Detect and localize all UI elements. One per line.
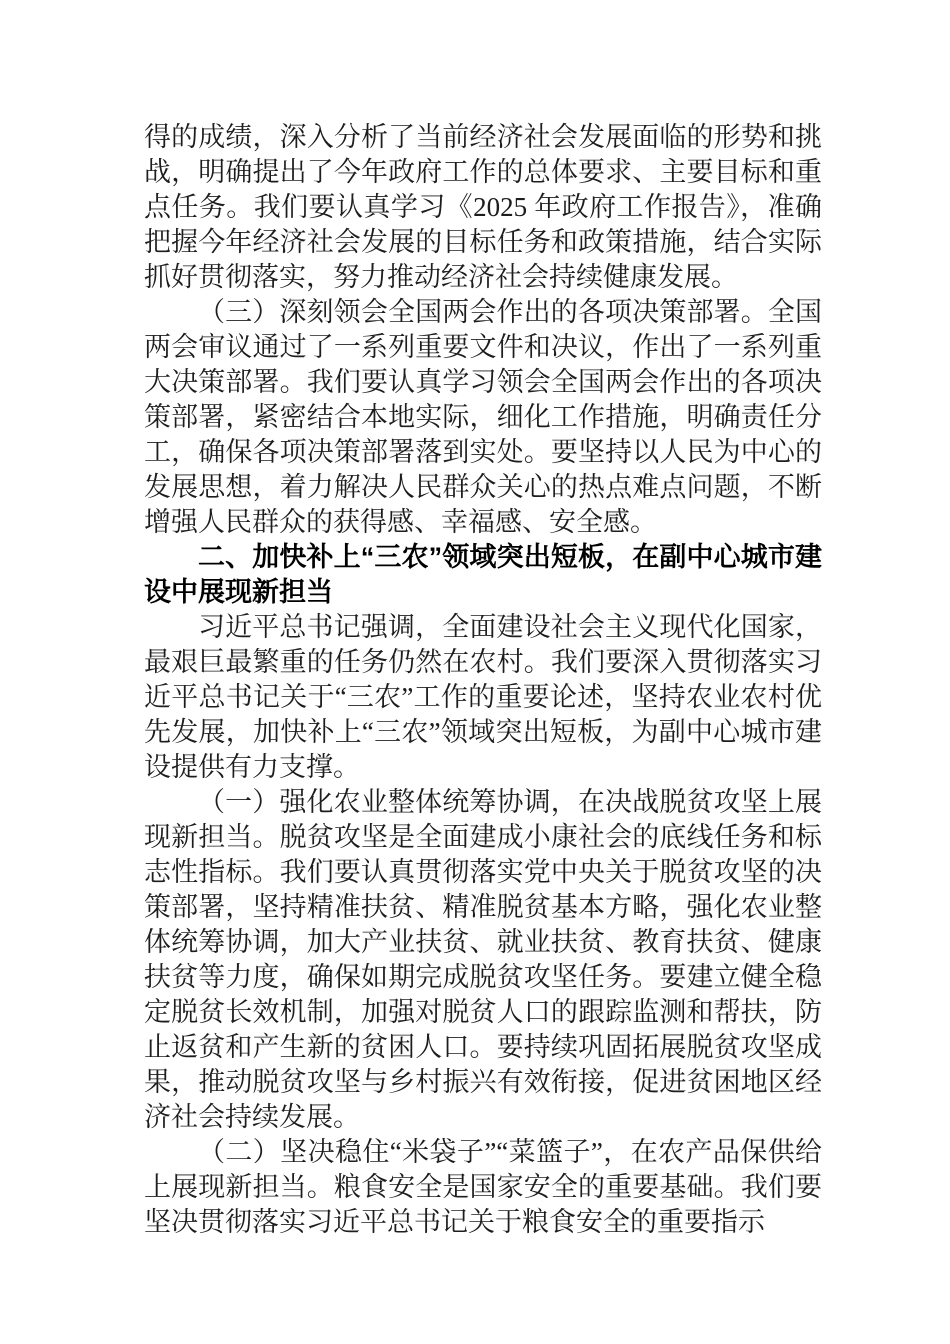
paragraph-section-intro: 习近平总书记强调，全面建设社会主义现代化国家，最艰巨最繁重的任务仍然在农村。我们要深入贯彻落实习近平总书记关于“三农”工作的重要论述，坚持农业农村优先发展，加快补上“三农”领域突出短板，为副中心城市建设提供有力支撑。 (144, 612, 822, 782)
section-heading-two: 二、加快补上“三农”领域突出短板，在副中心城市建设中展现新担当 (144, 542, 822, 607)
paragraph-point-two-cut-off: （二）坚决稳住“米袋子”“菜篮子”，在农产品保供给上展现新担当。粮食安全是国家安全的重要基础。我们要坚决贯彻落实习近平总书记关于粮食安全的重要指示 (144, 1137, 822, 1237)
paragraph-continued-from-previous-page: 得的成绩，深入分析了当前经济社会发展面临的形势和挑战，明确提出了今年政府工作的总体要求、主要目标和重点任务。我们要认真学习《2025 年政府工作报告》，准确把握今年经济社会发展的目标任务和政策措施，结合实际抓好贯彻落实，努力推动经济社会持续健康发展。 (144, 122, 822, 292)
paragraph-point-three: （三）深刻领会全国两会作出的各项决策部署。全国两会审议通过了一系列重要文件和决议，作出了一系列重大决策部署。我们要认真学习领会全国两会作出的各项决策部署，紧密结合本地实际，细化工作措施，明确责任分工，确保各项决策部署落到实处。要坚持以人民为中心的发展思想，着力解决人民群众关心的热点难点问题，不断增强人民群众的获得感、幸福感、安全感。 (144, 297, 822, 537)
paragraph-point-one: （一）强化农业整体统筹协调，在决战脱贫攻坚上展现新担当。脱贫攻坚是全面建成小康社会的底线任务和标志性指标。我们要认真贯彻落实党中央关于脱贫攻坚的决策部署，坚持精准扶贫、精准脱贫基本方略，强化农业整体统筹协调，加大产业扶贫、就业扶贫、教育扶贫、健康扶贫等力度，确保如期完成脱贫攻坚任务。要建立健全稳定脱贫长效机制，加强对脱贫人口的跟踪监测和帮扶，防止返贫和产生新的贫困人口。要持续巩固拓展脱贫攻坚成果，推动脱贫攻坚与乡村振兴有效衔接，促进贫困地区经济社会持续发展。 (144, 787, 822, 1132)
document-text-block (144, 120, 822, 1240)
